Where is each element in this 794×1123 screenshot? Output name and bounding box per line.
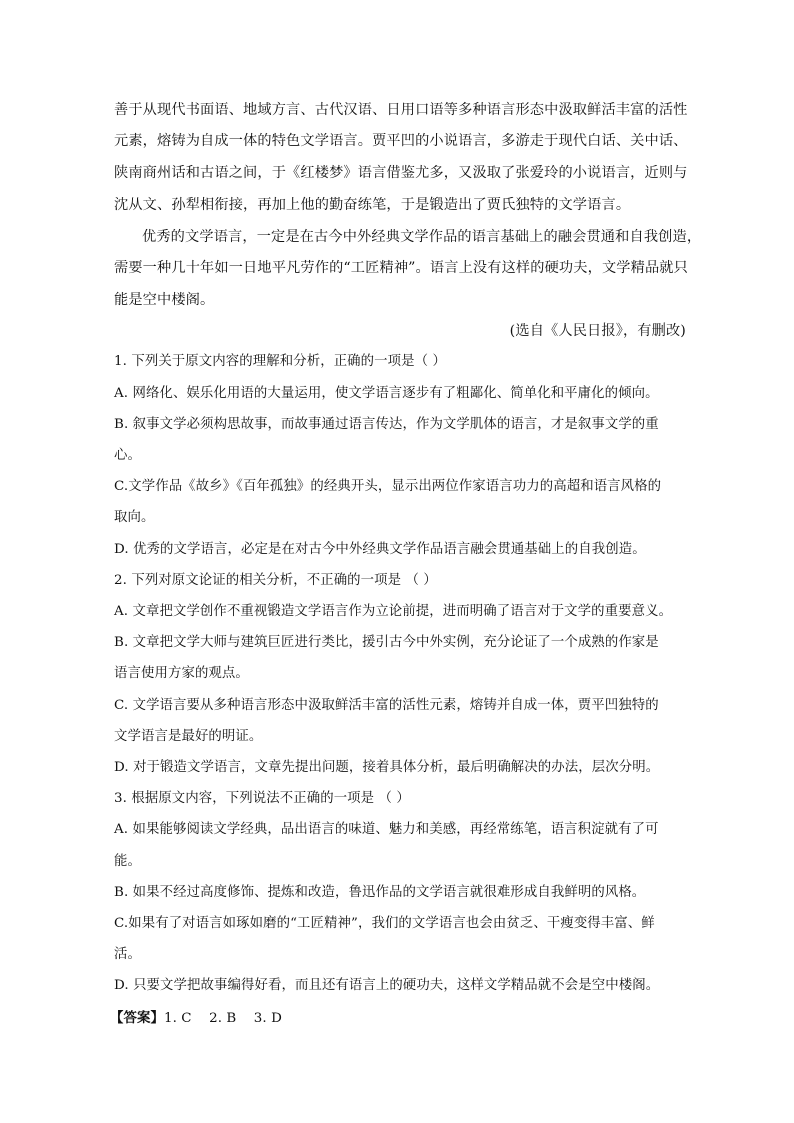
passage-source: (选自《人民日报》，有删改) xyxy=(509,323,686,339)
passage-line: 需要一种几十年如一日地平凡劳作的“工匠精神”。语言上没有这样的硬功夫，文学精品就只 xyxy=(114,260,688,276)
passage-line: 沈从文、孙犁相衔接，再加上他的勤奋练笔，于是锻造出了贾氏独特的文学语言。 xyxy=(114,197,631,213)
option-line: D. 对于锻造文学语言，文章先提出问题，接着具体分析，最后明确解决的办法，层次分明。 xyxy=(114,760,660,775)
question-stem: 3. 根据原文内容，下列说法不正确的一项是 （ ） xyxy=(114,791,410,806)
option-line: D. 优秀的文学语言，必定是在对古今中外经典文学作品语言融会贯通基础上的自我创造。 xyxy=(114,542,646,557)
question-stem: 2. 下列对原文论证的相关分析，不正确的一项是 （ ） xyxy=(114,573,437,588)
option-line: C. 文学语言要从多种语言形态中汲取鲜活丰富的活性元素，熔铸并自成一体，贾平凹独特的 xyxy=(114,698,659,713)
answer-text: 1. C 2. B 3. D xyxy=(163,1011,282,1026)
question-stem: 1. 下列关于原文内容的理解和分析，正确的一项是（ ） xyxy=(114,354,446,369)
option-line: A. 网络化、娱乐化用语的大量运用，使文学语言逐步有了粗鄙化、简单化和平庸化的倾向。 xyxy=(114,386,659,401)
option-line: A. 文章把文学创作不重视锻造文学语言作为立论前提，进而明确了语言对于文学的重要意义。 xyxy=(114,604,673,619)
option-line: D. 只要文学把故事编得好看，而且还有语言上的硬功夫，这样文学精品就不会是空中楼阁。 xyxy=(114,978,660,993)
option-line: 能。 xyxy=(114,854,141,869)
option-line: C.文学作品《故乡》《百年孤独》的经典开头，显示出两位作家语言功力的高超和语言风格的 xyxy=(114,479,662,494)
option-line: B. 叙事文学必须构思故事，而故事通过语言传达，作为文学肌体的语言，才是叙事文学的重 xyxy=(114,417,659,432)
passage-line: 陕南商州话和古语之间，于《红楼梦》语言借鉴尤多，又汲取了张爱玲的小说语言，近则与 xyxy=(114,165,688,181)
passage-line: 能是空中楼阁。 xyxy=(114,292,215,308)
option-line: C.如果有了对语言如琢如磨的“工匠精神”，我们的文学语言也会由贫乏、干瘦变得丰富、鲜 xyxy=(114,916,655,931)
option-line: 活。 xyxy=(114,947,141,962)
passage-line: 元素，熔铸为自成一体的特色文学语言。贾平凹的小说语言，多游走于现代白话、关中话、 xyxy=(114,133,688,149)
option-line: 取向。 xyxy=(114,510,155,525)
option-line: 语言使用方家的观点。 xyxy=(114,666,249,681)
answer-label: 【答案】 xyxy=(110,1010,164,1026)
option-line: B. 如果不经过高度修饰、提炼和改造，鲁迅作品的文学语言就很难形成自我鲜明的风格。 xyxy=(114,885,646,900)
passage-line: 优秀的文学语言，一定是在古今中外经典文学作品的语言基础上的融会贯通和自我创造， xyxy=(142,229,702,245)
option-line: B. 文章把文学大师与建筑巨匠进行类比，援引古今中外实例，充分论证了一个成熟的作家是 xyxy=(114,635,659,650)
passage-line: 善于从现代书面语、地域方言、古代汉语、日用口语等多种语言形态中汲取鲜活丰富的活性 xyxy=(114,102,688,118)
answer-row xyxy=(110,1008,682,1029)
option-line: 心。 xyxy=(114,448,141,463)
option-line: 文学语言是最好的明证。 xyxy=(114,729,263,744)
option-line: A. 如果能够阅读文学经典，品出语言的味道、魅力和美感，再经常练笔，语言积淀就有了可 xyxy=(114,822,659,837)
